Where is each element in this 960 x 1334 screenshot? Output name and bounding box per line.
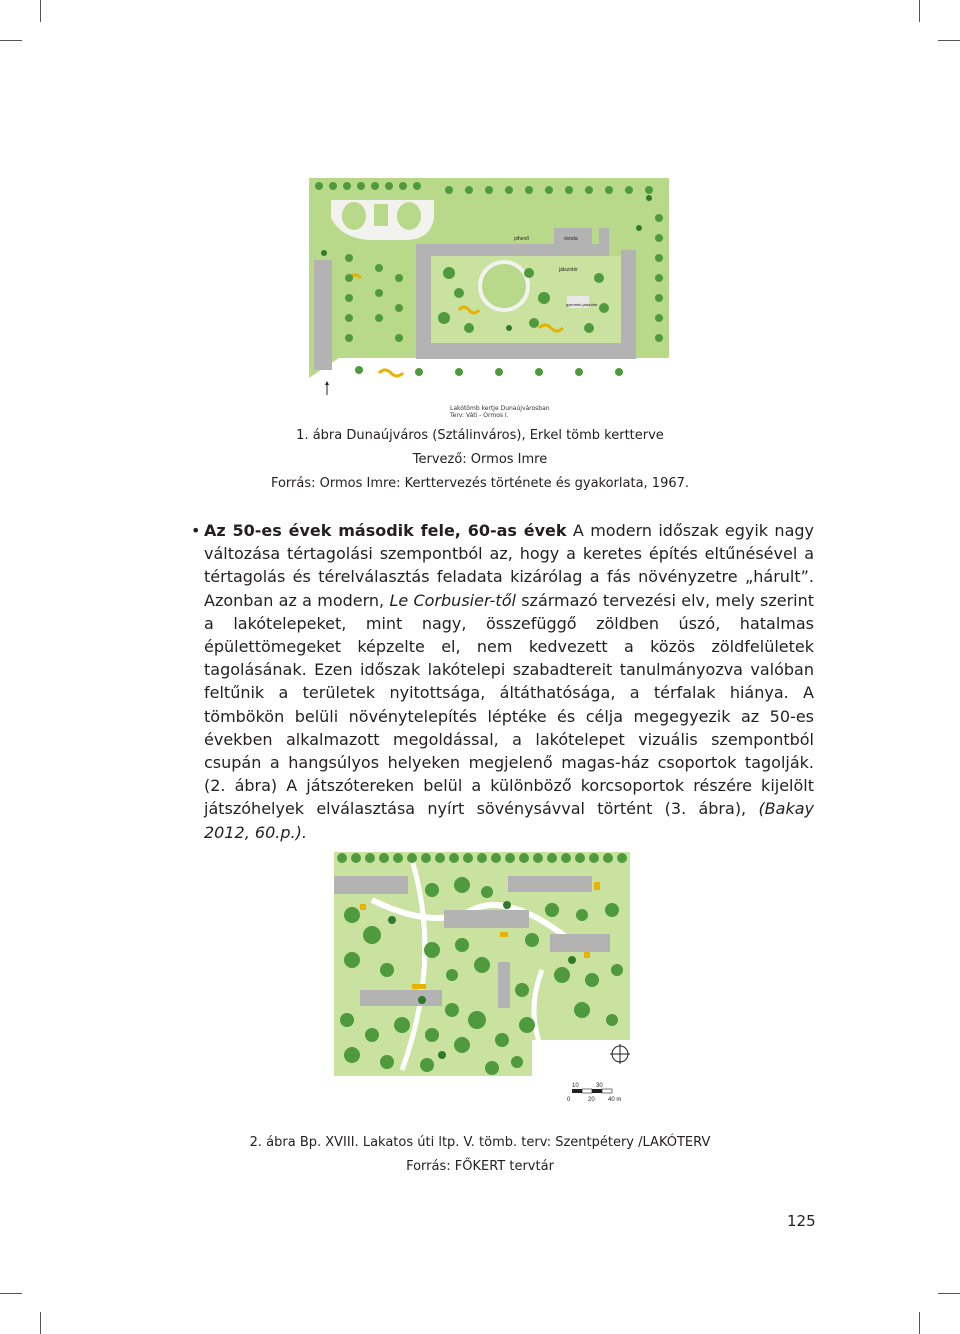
crop-mark bbox=[919, 1312, 920, 1334]
figure2-caption-source: Forrás: FŐKERT tervtár bbox=[406, 1159, 554, 1174]
italic-reference: Le Corbusier-től bbox=[389, 590, 516, 610]
section-heading: Az 50-es évek második fele, 60-as évek bbox=[204, 521, 567, 540]
crop-mark bbox=[0, 40, 22, 41]
body-paragraph bbox=[191, 519, 815, 844]
site-plan-figure-1 bbox=[309, 178, 669, 400]
scale-label: 10 bbox=[572, 1083, 579, 1089]
scale-label: 40 m bbox=[608, 1097, 622, 1102]
crop-mark bbox=[919, 0, 920, 22]
label-piheno: pihenő bbox=[514, 236, 530, 242]
citation: (Bakay 2012, 60.p.). bbox=[204, 799, 814, 842]
label-ovoda: óvoda bbox=[564, 236, 578, 242]
label-gyermek-jatszoter: gyermek játszótér bbox=[566, 302, 598, 307]
paragraph-text: A modern időszak egyik nagy változása tértagolási szempontból az, hogy a keretes építés eltűnésével a tértagolás és térelválasztás feladata kizárólag a fás növényzetre „hárult”. Azonban az a modern, bbox=[204, 521, 814, 610]
figure1-caption-title: 1. ábra Dunaújváros (Sztálinváros), Erkel tömb kertterve bbox=[296, 428, 664, 443]
paragraph-text: származó tervezési elv, mely szerint a lakótelepeket, mint nagy, összefüggő zöldben úszó, hatalmas épülettömegeket képzelte el, nem kedvezett a közös zöldfelületek tagolásának. Ezen időszak lakótelepi szabadtereit tanulmányozva valóban feltűnik a területek nyitottsága, áltáthatósága, a térfalak hiánya. A tömbökön belüli növénytelepítés léptéke és célja megegyezik az 50-es években alkalmazott megoldással, a lakótelepet vizuális szempontból csupán a hangsúlyos helyeken megjelenő magas-ház csoportok tagolják. (2. ábra) A játszótereken belül a különböző korcsoportok részére kijelölt játszóhelyek elválasztása nyírt sövénysávval történt (3. ábra), bbox=[204, 590, 815, 819]
crop-mark bbox=[0, 1293, 22, 1294]
bullet-icon: • bbox=[191, 521, 201, 540]
crop-mark bbox=[40, 0, 41, 22]
figure1-caption-source: Forrás: Ormos Imre: Kerttervezés története és gyakorlata, 1967. bbox=[270, 476, 690, 491]
page-number: 125 bbox=[787, 1212, 816, 1230]
inset-caption-line: Terv: Váti - Ormos I. bbox=[450, 412, 509, 419]
label-jatszoter: játszótér bbox=[559, 267, 578, 273]
figure1-inset-caption bbox=[450, 405, 550, 419]
scale-label: 20 bbox=[588, 1097, 595, 1102]
crop-mark bbox=[938, 40, 960, 41]
inset-caption-line: Lakótömb kertje Dunaújvárosban bbox=[450, 405, 550, 412]
crop-mark bbox=[40, 1312, 41, 1334]
figure2-caption-title: 2. ábra Bp. XVIII. Lakatos úti ltp. V. tömb. terv: Szentpétery /LAKÓTERV bbox=[249, 1135, 711, 1150]
figure1-caption-designer: Tervező: Ormos Imre bbox=[412, 452, 548, 467]
scale-label: 30 bbox=[596, 1083, 603, 1089]
site-plan-figure-2 bbox=[332, 840, 632, 1102]
scale-label: 0 bbox=[567, 1097, 571, 1102]
crop-mark bbox=[938, 1293, 960, 1294]
